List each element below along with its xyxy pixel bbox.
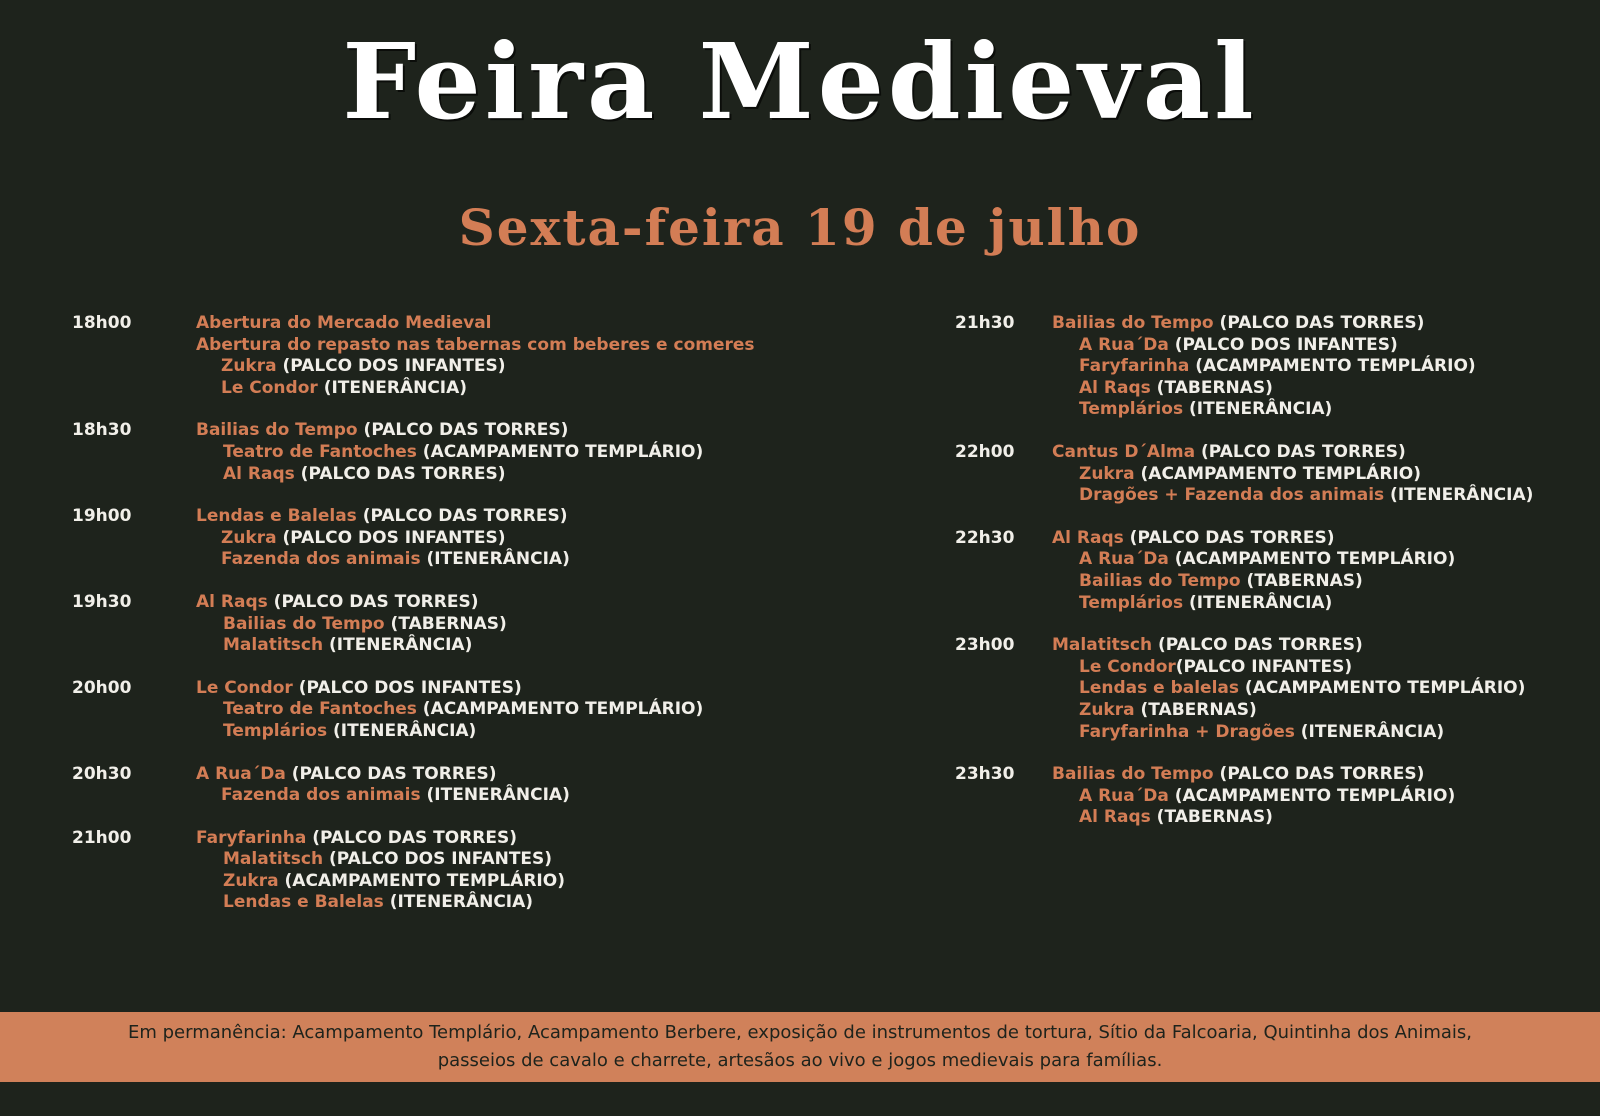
event-location: (ACAMPAMENTO TEMPLÁRIO) bbox=[278, 870, 565, 891]
slot-events bbox=[196, 764, 872, 807]
event-line bbox=[196, 892, 872, 914]
event-location: (ITENERÂNCIA) bbox=[323, 635, 473, 656]
event-location: (ITENERÂNCIA) bbox=[420, 549, 570, 570]
event-location: (PALCO DAS TORRES) bbox=[294, 463, 506, 484]
event-name: Zukra bbox=[221, 356, 277, 377]
slot-time: 21h30 bbox=[955, 313, 1015, 333]
event-location: (ACAMPAMENTO TEMPLÁRIO) bbox=[1134, 463, 1421, 484]
schedule-slot bbox=[72, 764, 872, 807]
event-line bbox=[1052, 593, 1595, 615]
event-name: Templários bbox=[1079, 592, 1184, 613]
slot-time: 21h00 bbox=[72, 827, 132, 848]
event-location: (PALCO DAS TORRES) bbox=[1213, 313, 1425, 333]
event-line bbox=[1052, 378, 1595, 400]
event-name: Templários bbox=[223, 720, 328, 741]
event-name: Zukra bbox=[1079, 699, 1135, 720]
event-name: Bailias do Tempo bbox=[196, 420, 358, 441]
event-line bbox=[1052, 442, 1595, 464]
schedule-slot bbox=[72, 592, 872, 657]
slot-events bbox=[196, 678, 872, 743]
event-location: (PALCO DAS TORRES) bbox=[1152, 635, 1363, 656]
event-name: Templários bbox=[1079, 399, 1184, 420]
slot-events bbox=[1052, 442, 1595, 507]
event-name: Lendas e Balelas bbox=[196, 506, 357, 527]
schedule-slot bbox=[72, 420, 872, 485]
event-line bbox=[1052, 722, 1595, 744]
slot-events bbox=[1052, 313, 1595, 421]
event-location: (ITENERÂNCIA) bbox=[1294, 721, 1445, 742]
event-line bbox=[196, 849, 872, 871]
event-line bbox=[196, 871, 872, 893]
event-line bbox=[1052, 356, 1595, 378]
page-subtitle: Sexta-feira 19 de julho bbox=[458, 198, 1142, 257]
slot-time: 18h00 bbox=[72, 313, 132, 333]
event-line bbox=[196, 420, 872, 442]
event-line bbox=[1052, 549, 1595, 571]
event-name: Faryfarinha + Dragões bbox=[1079, 721, 1295, 742]
slot-events bbox=[1052, 635, 1595, 743]
event-location: (ITENERÂNCIA) bbox=[1384, 485, 1534, 506]
event-name: Zukra bbox=[1079, 463, 1135, 484]
event-line bbox=[196, 528, 872, 550]
event-line bbox=[196, 592, 872, 614]
event-line bbox=[196, 313, 872, 335]
event-name: Cantus D´Alma bbox=[1052, 441, 1196, 462]
event-location: (ACAMPAMENTO TEMPLÁRIO) bbox=[416, 699, 704, 720]
event-line bbox=[1052, 807, 1595, 829]
event-name: Le Condor bbox=[196, 677, 293, 698]
slot-time: 20h30 bbox=[72, 763, 132, 784]
event-location: (ITENERÂNCIA) bbox=[327, 720, 477, 741]
event-name: Faryfarinha bbox=[196, 827, 307, 848]
event-name: Le Condor bbox=[221, 377, 318, 398]
event-location: (PALCO DOS INFANTES) bbox=[276, 356, 506, 377]
event-name: Malatitsch bbox=[1052, 635, 1153, 656]
event-name: Al Raqs bbox=[196, 591, 268, 612]
event-name: Fazenda dos animais bbox=[221, 549, 421, 570]
slot-events bbox=[1052, 528, 1595, 614]
event-line bbox=[196, 464, 872, 486]
event-name: Al Raqs bbox=[223, 463, 295, 484]
event-name: Lendas e balelas bbox=[1079, 678, 1240, 699]
event-line bbox=[1052, 464, 1595, 486]
slot-events bbox=[196, 592, 872, 657]
event-location: (ACAMPAMENTO TEMPLÁRIO) bbox=[416, 441, 704, 462]
event-line bbox=[1052, 335, 1595, 357]
schedule-slot bbox=[955, 635, 1595, 743]
event-line bbox=[196, 764, 872, 786]
event-location: (ITENERÂNCIA) bbox=[1183, 399, 1333, 420]
event-name: Malatitsch bbox=[223, 849, 324, 870]
event-location: (PALCO DAS TORRES) bbox=[306, 827, 518, 848]
event-line bbox=[1052, 485, 1595, 507]
event-location: (ITENERÂNCIA) bbox=[420, 785, 570, 806]
event-line bbox=[196, 356, 872, 378]
event-location: (TABERNAS) bbox=[1240, 570, 1363, 591]
event-name: Bailias do Tempo bbox=[1052, 313, 1214, 333]
event-name: Faryfarinha bbox=[1079, 356, 1190, 377]
event-location: (PALCO DAS TORRES) bbox=[285, 763, 497, 784]
schedule-left-column bbox=[72, 313, 872, 935]
event-line bbox=[1052, 399, 1595, 421]
schedule-slot bbox=[955, 764, 1595, 829]
event-name: A Rua´Da bbox=[1079, 785, 1169, 806]
event-location: (PALCO DOS INFANTES) bbox=[323, 849, 553, 870]
event-location: (PALCO DAS TORRES) bbox=[1213, 764, 1425, 785]
slot-time: 20h00 bbox=[72, 677, 132, 698]
slot-time: 19h00 bbox=[72, 506, 132, 527]
event-name: Al Raqs bbox=[1079, 377, 1151, 398]
event-line bbox=[196, 721, 872, 743]
event-location: (PALCO DAS TORRES) bbox=[356, 506, 568, 527]
event-line bbox=[196, 378, 872, 400]
event-name: Zukra bbox=[221, 527, 277, 548]
slot-time: 19h30 bbox=[72, 591, 132, 612]
event-line bbox=[1052, 764, 1595, 786]
event-location: (ACAMPAMENTO TEMPLÁRIO) bbox=[1189, 356, 1476, 377]
event-location: (PALCO DAS TORRES) bbox=[1195, 441, 1406, 462]
event-name: Abertura do Mercado Medieval bbox=[196, 313, 492, 333]
event-line bbox=[196, 614, 872, 636]
event-line bbox=[1052, 786, 1595, 808]
event-name: Fazenda dos animais bbox=[221, 785, 421, 806]
event-name: Le Condor bbox=[1079, 656, 1176, 677]
event-location: (TABERNAS) bbox=[1150, 807, 1273, 828]
slot-events bbox=[196, 828, 872, 914]
schedule-slot bbox=[72, 828, 872, 914]
event-location: (ACAMPAMENTO TEMPLÁRIO) bbox=[1168, 549, 1456, 570]
event-line bbox=[1052, 313, 1595, 335]
event-location: (PALCO DOS INFANTES) bbox=[1168, 334, 1398, 355]
permanent-activities-banner bbox=[0, 1012, 1600, 1082]
footer-line-1: Em permanência: Acampamento Templário, Acampamento Berbere, exposição de instrumentos de tortura, Sítio da Falcoaria, Quintinha dos Animais, bbox=[128, 1022, 1472, 1043]
slot-events bbox=[196, 313, 872, 399]
event-location: (TABERNAS) bbox=[1150, 377, 1273, 398]
event-name: Abertura do repasto nas tabernas com beberes e comeres bbox=[196, 334, 755, 355]
slot-events bbox=[1052, 764, 1595, 829]
event-line bbox=[196, 785, 872, 807]
event-name: Dragões + Fazenda dos animais bbox=[1079, 485, 1385, 506]
event-location: (ITENERÂNCIA) bbox=[383, 892, 534, 913]
slot-events bbox=[196, 420, 872, 485]
schedule-slot bbox=[72, 678, 872, 743]
slot-time: 22h30 bbox=[955, 527, 1015, 548]
event-line bbox=[196, 635, 872, 657]
event-name: Al Raqs bbox=[1052, 527, 1124, 548]
event-line bbox=[196, 678, 872, 700]
event-location: (TABERNAS) bbox=[1134, 699, 1257, 720]
event-name: Bailias do Tempo bbox=[1052, 764, 1214, 785]
event-line bbox=[196, 549, 872, 571]
event-line bbox=[1052, 635, 1595, 657]
event-location: (TABERNAS) bbox=[384, 613, 507, 634]
event-line bbox=[196, 442, 872, 464]
schedule-slot bbox=[955, 528, 1595, 614]
slot-events bbox=[196, 506, 872, 571]
event-name: Bailias do Tempo bbox=[1079, 570, 1241, 591]
event-line bbox=[1052, 657, 1595, 679]
slot-time: 18h30 bbox=[72, 420, 132, 441]
event-name: Bailias do Tempo bbox=[223, 613, 385, 634]
event-location: (PALCO DAS TORRES) bbox=[1123, 527, 1335, 548]
event-location: (PALCO DAS TORRES) bbox=[267, 591, 479, 612]
event-name: Lendas e Balelas bbox=[223, 892, 384, 913]
slot-time: 22h00 bbox=[955, 441, 1015, 462]
event-name: Al Raqs bbox=[1079, 807, 1151, 828]
event-name: A Rua´Da bbox=[1079, 334, 1169, 355]
event-line bbox=[196, 699, 872, 721]
event-location: (PALCO INFANTES) bbox=[1175, 656, 1353, 677]
event-name: A Rua´Da bbox=[196, 763, 286, 784]
event-location: (ACAMPAMENTO TEMPLÁRIO) bbox=[1239, 678, 1526, 699]
schedule-slot bbox=[955, 442, 1595, 507]
event-location: (ITENERÂNCIA) bbox=[317, 377, 468, 398]
event-line bbox=[196, 335, 872, 357]
schedule-slot bbox=[72, 506, 872, 571]
event-name: Malatitsch bbox=[223, 635, 324, 656]
event-location: (ACAMPAMENTO TEMPLÁRIO) bbox=[1168, 785, 1456, 806]
schedule-slot bbox=[72, 313, 872, 399]
event-name: Zukra bbox=[223, 870, 279, 891]
footer-line-2: passeios de cavalo e charrete, artesãos ao vivo e jogos medievais para famílias. bbox=[437, 1050, 1163, 1071]
event-location: (PALCO DAS TORRES) bbox=[357, 420, 569, 441]
event-location: (PALCO DOS INFANTES) bbox=[276, 527, 506, 548]
event-line bbox=[1052, 678, 1595, 700]
event-location: (ITENERÂNCIA) bbox=[1183, 592, 1333, 613]
event-name: A Rua´Da bbox=[1079, 549, 1169, 570]
slot-time: 23h00 bbox=[955, 635, 1015, 656]
event-name: Teatro de Fantoches bbox=[223, 441, 417, 462]
slot-time: 23h30 bbox=[955, 764, 1015, 785]
event-line bbox=[1052, 700, 1595, 722]
page-title: Feira Medieval bbox=[342, 20, 1258, 143]
event-line bbox=[196, 828, 872, 850]
event-line bbox=[196, 506, 872, 528]
schedule-slot bbox=[955, 313, 1595, 421]
event-location: (PALCO DOS INFANTES) bbox=[292, 677, 522, 698]
event-line bbox=[1052, 528, 1595, 550]
event-name: Teatro de Fantoches bbox=[223, 699, 417, 720]
event-line bbox=[1052, 571, 1595, 593]
schedule-right-column bbox=[955, 313, 1595, 850]
